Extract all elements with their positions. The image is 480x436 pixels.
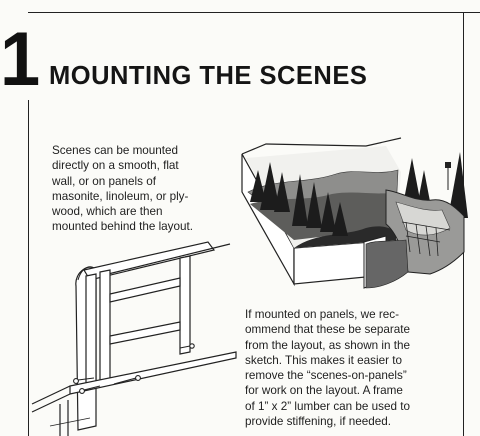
intro-paragraph	[52, 143, 227, 235]
panel-note-line: sketch. This makes it easier to	[245, 353, 402, 367]
intro-line: Scenes can be mounted	[52, 144, 179, 157]
frame-illustration	[30, 236, 240, 436]
chapter-title: MOUNTING THE SCENES	[49, 62, 368, 90]
panel-note-line: from the layout, as shown in the	[245, 338, 411, 352]
intro-line: wall, or on panels of	[52, 174, 156, 188]
panel-note-line: ommend that these be separate	[245, 323, 411, 337]
panel-note-line: of 1” x 2” lumber can be used to	[245, 399, 411, 413]
panel-note-line: If mounted on panels, we rec-	[245, 308, 399, 321]
chapter-rule	[28, 100, 29, 436]
intro-line: wood, which are then	[52, 205, 163, 219]
panel-note-line: remove the “scenes-on-panels”	[245, 369, 407, 383]
panel-note-paragraph	[245, 307, 460, 429]
panel-note-line: provide stiffening, if needed.	[245, 415, 391, 429]
intro-line: mounted behind the layout.	[52, 220, 194, 234]
intro-line: masonite, linoleum, or ply-	[52, 189, 189, 203]
chapter-number: 1	[0, 17, 39, 102]
scene-panel-illustration	[236, 132, 468, 292]
page-border-top	[28, 12, 480, 13]
panel-note-line: for work on the layout. A frame	[245, 384, 403, 398]
intro-line: directly on a smooth, flat	[52, 159, 179, 173]
